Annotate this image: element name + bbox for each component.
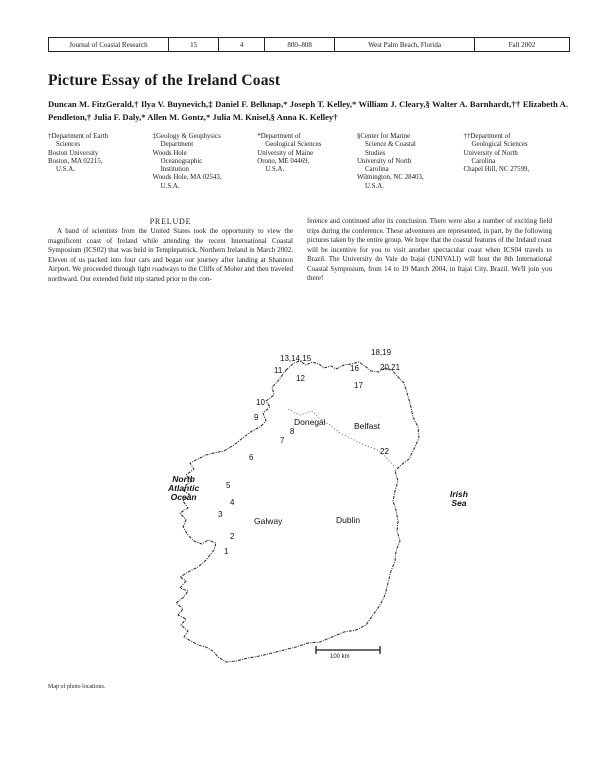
affiliation-line: §Center for Marine: [356, 133, 411, 140]
affiliation-line: Studies: [364, 149, 386, 157]
running-header: [48, 37, 570, 52]
section-heading-prelude: PRELUDE: [149, 217, 192, 226]
affiliation-4: [357, 133, 458, 191]
rh-volume: 15: [169, 38, 220, 51]
city-label-galway: Galway: [254, 516, 283, 526]
site-label: 1: [224, 547, 229, 556]
site-label: 7: [280, 436, 285, 445]
affiliation-line: *Department of: [257, 133, 301, 140]
sea-label-irish: [450, 490, 468, 508]
affiliation-line: Wilmington, NC 28403,: [356, 174, 424, 182]
affiliation-line: Sciences: [56, 141, 81, 149]
ocean-label-line: North: [172, 474, 195, 484]
site-label: 5: [226, 481, 231, 490]
affiliation-line: Carolina: [364, 166, 389, 174]
site-label: 12: [296, 374, 305, 383]
affiliation-line: U.S.A.: [56, 166, 75, 174]
rh-issue: 4: [219, 38, 265, 51]
author-list: Duncan M. FitzGerald,† Ilya V. Buynevich,‡ Daniel F. Belknap,* Joseph T. Kelley,* William J. Cleary,§ Walter A. Barnhardt,†† Elizabeth A. Pendleton,† Julia F. Daly,* Allen M. Gontz,* Julia M. Knisel,§ Anna K. Kelley†: [48, 99, 568, 122]
site-label: 3: [218, 510, 223, 519]
affiliation-2: [153, 133, 252, 191]
site-label: 16: [350, 364, 359, 373]
site-label: 8: [290, 427, 295, 436]
affiliation-line: Institution: [160, 166, 189, 174]
site-label: 10: [256, 398, 265, 407]
ocean-label-line: Ocean: [170, 492, 197, 502]
affiliation-line: Chapel Hill, NC 27599,: [463, 166, 530, 174]
affiliation-line: University of Maine: [257, 149, 314, 157]
sea-label-line: Irish: [450, 489, 468, 499]
site-label: 20,21: [380, 363, 401, 372]
affiliation-line: Woods Hole, MA 02543,: [152, 174, 222, 182]
city-label-donegal: Donegal: [294, 417, 326, 427]
affiliation-line: Orono, ME 04469,: [257, 157, 310, 165]
figure-caption: Map of photo locations.: [48, 684, 106, 690]
site-label: 13,14,15: [280, 354, 312, 363]
rh-journal: Journal of Coastal Research: [49, 38, 169, 51]
affiliation-line: ††Department of: [463, 133, 511, 140]
city-label-belfast: Belfast: [354, 421, 380, 431]
site-label: 17: [354, 381, 363, 390]
affiliation-line: Boston University: [48, 149, 99, 157]
affiliation-line: Geological Sciences: [265, 141, 322, 149]
ocean-label-line: Atlantic: [168, 483, 200, 493]
affiliation-1: [48, 133, 147, 191]
affiliation-line: †Department of Earth: [48, 133, 109, 140]
affiliation-line: U.S.A.: [265, 166, 285, 174]
affiliation-line: University of North: [356, 157, 412, 165]
affiliation-line: Boston, MA 02215,: [48, 157, 103, 165]
affiliations: [48, 133, 578, 191]
site-label: 22: [380, 447, 389, 456]
affiliation-line: Oceanographic: [160, 157, 203, 165]
body-column-right: ference and continued after its conclusion. There were also a number of exciting field trips during the conference. These adventures are represented, in part, by the following pictures taken by the entire group. We hope that the coastal features of the Ireland coast will be incentive for you to visit another spectacular coast when ICS04 travels to Brazil. The University do Vale do Itajai (UNIVALI) will host the 8th International Coastal Symposium, from 14 to 19 March 2004, in Itajai City, Brazil. We'll join you there!: [307, 217, 552, 283]
site-label: 4: [230, 498, 235, 507]
site-label: 2: [230, 532, 235, 541]
rh-pages: 800–808: [265, 38, 335, 51]
ireland-coastline: [176, 361, 419, 662]
body-column-left: A band of scientists from the United States took the opportunity to view the magnificent coast of Ireland while attending the recent International Coastal Symposium (ICS02) that was held in Templepatrick, Northern Ireland in March 2002. Eleven of us packed into four cars and began our journey after landing at Shannon Airport. We proceeded through light roadways to the Cliffs of Moher and then traveled northward. Our extended field trip started prior to the con-: [48, 227, 293, 283]
affiliation-line: Carolina: [471, 157, 496, 165]
site-label: 18,19: [371, 348, 392, 357]
affiliation-line: U.S.A.: [364, 182, 384, 190]
rh-location: West Palm Beach, Florida: [335, 38, 475, 51]
map-figure: [48, 345, 568, 675]
ocean-label-atlantic: [168, 475, 199, 502]
site-label: 9: [254, 413, 259, 422]
affiliation-line: Woods Hole: [152, 149, 187, 157]
affiliation-line: University of North: [463, 149, 518, 157]
site-label: 11: [274, 366, 283, 375]
article-title: Picture Essay of the Ireland Coast: [48, 72, 281, 89]
rh-date: Fall 2002: [508, 40, 536, 49]
scale-bar-label: 100 km: [330, 654, 350, 660]
city-label-dublin: Dublin: [336, 515, 361, 525]
affiliation-line: Science & Coastal: [364, 141, 416, 149]
affiliation-line: U.S.A.: [160, 182, 180, 190]
sea-label-line: Sea: [451, 498, 467, 508]
affiliation-line: ‡Geology & Geophysics: [152, 133, 221, 140]
affiliation-line: Geological Sciences: [471, 141, 528, 149]
affiliation-line: Department: [160, 141, 194, 149]
affiliation-5: [464, 133, 572, 191]
ireland-map: [48, 345, 568, 675]
affiliation-3: [257, 133, 351, 191]
site-label: 6: [249, 453, 254, 462]
